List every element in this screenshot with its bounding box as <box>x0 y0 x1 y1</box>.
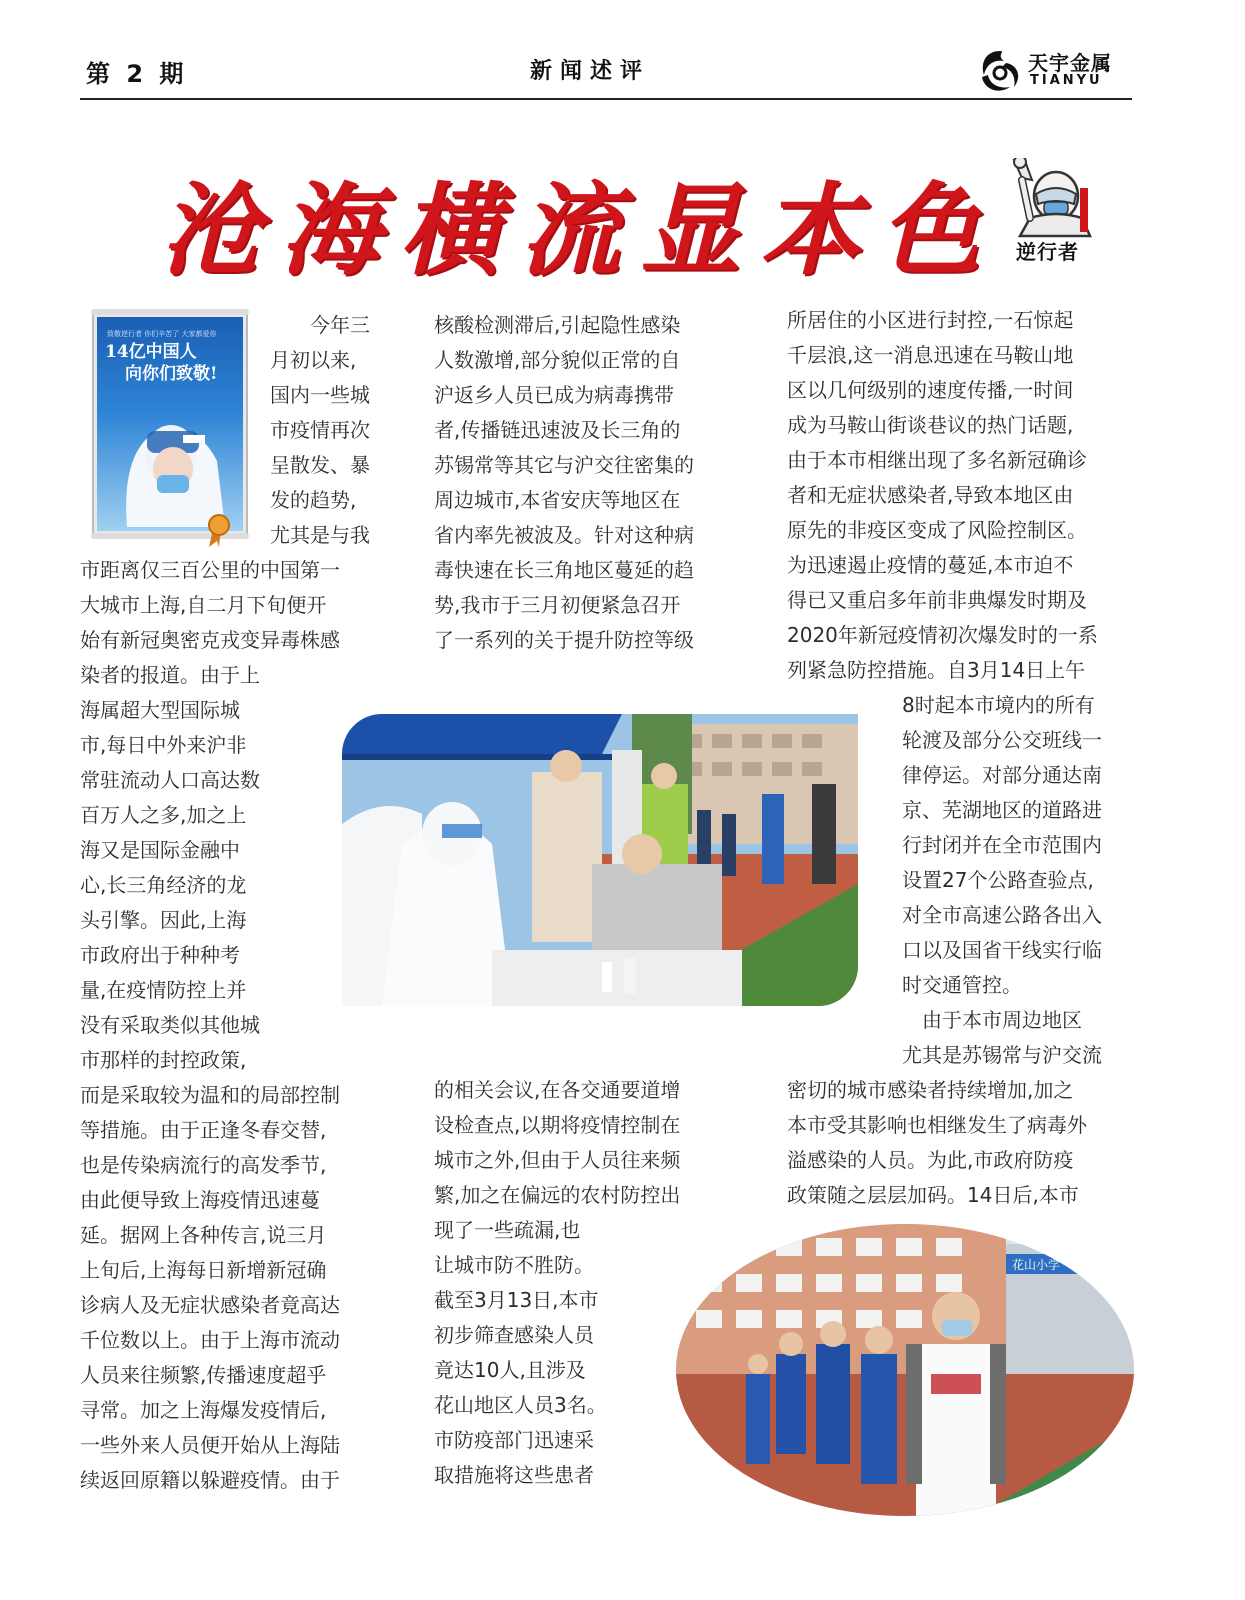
text-line: 城市之外,但由于人员往来频 <box>434 1148 681 1172</box>
poster-headline-line1: 14亿中国人 <box>105 342 197 362</box>
col3-mid-text <box>902 688 1140 1073</box>
text-line: 溢感染的人员。为此,市政府防疫 <box>787 1148 1074 1172</box>
text-line: 8时起本市境内的所有 <box>902 693 1095 717</box>
text-line: 沪返乡人员已成为病毒携带 <box>434 383 674 407</box>
text-line: 由于本市周边地区 <box>902 1008 1082 1032</box>
col1-mid-text <box>80 658 302 1078</box>
text-line: 海属超大型国际城 <box>80 698 240 722</box>
text-line: 初步筛查感染人员 <box>434 1323 594 1347</box>
text-line: 设检查点,以期将疫情控制在 <box>434 1113 681 1137</box>
text-line: 市,每日中外来沪非 <box>80 733 247 757</box>
text-line: 的相关会议,在各交通要道增 <box>434 1078 681 1102</box>
school-sign: 花山小学 <box>1012 1258 1061 1272</box>
text-line: 发的趋势, <box>270 488 357 512</box>
col3-bottom-text <box>787 1073 1139 1213</box>
section-title: 新闻述评 <box>530 59 651 84</box>
text-line: 市政府出于种种考 <box>80 943 240 967</box>
text-line: 本市受其影响也相继发生了病毒外 <box>787 1113 1087 1137</box>
text-line: 所居住的小区进行封控,一石惊起 <box>787 308 1074 332</box>
text-line: 千位数以上。由于上海市流动 <box>80 1328 340 1352</box>
text-line: 大城市上海,自二月下旬便开 <box>80 593 327 617</box>
text-line: 由于本市相继出现了多名新冠确诊 <box>787 448 1087 472</box>
text-line: 延。据网上各种传言,说三月 <box>80 1223 327 1247</box>
text-line: 常驻流动人口高达数 <box>80 768 260 792</box>
text-line: 对全市高速公路各出入 <box>902 903 1102 927</box>
col1-full-text <box>80 553 390 658</box>
text-line: 呈散发、暴 <box>270 453 370 477</box>
text-line: 行封闭并在全市范围内 <box>902 833 1102 857</box>
poster-top-rod <box>91 309 249 315</box>
text-line: 繁,加之在偏远的农村防控出 <box>434 1183 681 1207</box>
text-line: 花山地区人员3名。 <box>434 1393 607 1417</box>
tribute-poster-image <box>94 314 246 534</box>
text-line: 律停运。对部分通达南 <box>902 763 1102 787</box>
text-line: 势,我市于三月初便紧急召开 <box>434 593 681 617</box>
text-line: 尤其是与我 <box>270 523 370 547</box>
text-line: 列紧急防控措施。自3月14日上午 <box>787 658 1086 682</box>
text-line: 苏锡常等其它与沪交往密集的 <box>434 453 694 477</box>
text-line: 而是采取较为温和的局部控制 <box>80 1083 340 1107</box>
text-line: 2020年新冠疫情初次爆发时的一系 <box>787 623 1098 647</box>
page-header <box>80 40 1132 100</box>
col2-bottom-text <box>434 1213 644 1493</box>
text-line: 始有新冠奥密克戎变异毒株感 <box>80 628 340 652</box>
col2-top-text <box>434 308 744 658</box>
logo-chinese-name: 天宇金属 <box>1028 51 1112 75</box>
text-line: 设置27个公路查验点, <box>902 868 1094 892</box>
text-line: 千层浪,这一消息迅速在马鞍山地 <box>787 343 1074 367</box>
staff-queue-photo <box>676 1224 1134 1516</box>
text-line: 等措施。由于正逢冬春交替, <box>80 1118 327 1142</box>
poster-small-text: 致敬逆行者 你们辛苦了 大家都爱你 <box>107 330 217 338</box>
text-line: 没有采取类似其他城 <box>80 1013 260 1037</box>
text-line: 取措施将这些患者 <box>434 1463 594 1487</box>
text-line: 周边城市,本省安庆等地区在 <box>434 488 681 512</box>
text-line: 时交通管控。 <box>902 973 1022 997</box>
text-line: 由此便导致上海疫情迅速蔓 <box>80 1188 320 1212</box>
text-line: 人数激增,部分貌似正常的自 <box>434 348 681 372</box>
text-line: 口以及国省干线实行临 <box>902 938 1102 962</box>
logo-english-name: TIANYU <box>1030 73 1103 88</box>
col3-top-text <box>787 303 1139 688</box>
queue-scene-illustration <box>676 1224 1134 1516</box>
text-line: 一些外来人员便开始从上海陆 <box>80 1433 340 1457</box>
text-line: 尤其是苏锡常与沪交流 <box>902 1043 1102 1067</box>
text-line: 今年三 <box>310 313 370 337</box>
poster-headline <box>105 341 217 385</box>
col1-bottom-text <box>80 1078 390 1498</box>
text-line: 寻常。加之上海爆发疫情后, <box>80 1398 327 1422</box>
medical-worker-figure <box>107 391 231 527</box>
text-line: 为迅速遏止疫情的蔓延,本市迫不 <box>787 553 1074 577</box>
text-line: 市那样的封控政策, <box>80 1048 247 1072</box>
text-line: 原先的非疫区变成了风险控制区。 <box>787 518 1087 542</box>
text-line: 海又是国际金融中 <box>80 838 240 862</box>
text-line: 市疫情再次 <box>270 418 370 442</box>
text-line: 头引擎。因此,上海 <box>80 908 247 932</box>
testing-scene-illustration <box>342 714 858 1006</box>
text-line: 量,在疫情防控上并 <box>80 978 247 1002</box>
company-logo <box>976 45 1126 93</box>
text-line: 现了一些疏漏,也 <box>434 1218 581 1242</box>
text-line: 得已又重启多年前非典爆发时期及 <box>787 588 1087 612</box>
medal-ribbon-icon <box>207 513 231 547</box>
text-line: 让城市防不胜防。 <box>434 1253 594 1277</box>
text-line: 轮渡及部分公交班线一 <box>902 728 1102 752</box>
text-line: 人员来往频繁,传播速度超乎 <box>80 1363 327 1387</box>
text-line: 国内一些城 <box>270 383 370 407</box>
text-line: 省内率先被波及。针对这种病 <box>434 523 694 547</box>
col1-top-text <box>270 308 390 553</box>
article-title: 沧海横流显本色 <box>160 171 1000 289</box>
issue-number: 第 2 期 <box>86 60 188 88</box>
text-line: 也是传染病流行的高发季节, <box>80 1153 327 1177</box>
text-line: 染者的报道。由于上 <box>80 663 260 687</box>
text-line: 成为马鞍山街谈巷议的热门话题, <box>787 413 1074 437</box>
nucleic-acid-testing-photo <box>342 714 858 1006</box>
text-line: 政策随之层层加码。14日后,本市 <box>787 1183 1079 1207</box>
text-line: 核酸检测滞后,引起隐性感染 <box>434 313 681 337</box>
text-line: 市防疫部门迅速采 <box>434 1428 594 1452</box>
badge-caption: 逆行者 <box>1016 240 1079 264</box>
text-line: 竟达10人,且涉及 <box>434 1358 586 1382</box>
text-line: 心,长三角经济的龙 <box>80 873 247 897</box>
col2-mid-text <box>434 1073 744 1213</box>
text-line: 京、芜湖地区的道路进 <box>902 798 1102 822</box>
text-line: 月初以来, <box>270 348 357 372</box>
text-line: 密切的城市感染者持续增加,加之 <box>787 1078 1074 1102</box>
text-line: 者,传播链迅速波及长三角的 <box>434 418 681 442</box>
text-line: 市距离仅三百公里的中国第一 <box>80 558 340 582</box>
text-line: 了一系列的关于提升防控等级 <box>434 628 694 652</box>
text-line: 上旬后,上海每日新增新冠确 <box>80 1258 327 1282</box>
swirl-logo-icon <box>976 47 1024 95</box>
poster-headline-line2: 向你们致敬! <box>125 364 218 384</box>
text-line: 区以几何级别的速度传播,一时间 <box>787 378 1074 402</box>
text-line: 百万人之多,加之上 <box>80 803 247 827</box>
text-line: 者和无症状感染者,导致本地区由 <box>787 483 1074 507</box>
text-line: 续返回原籍以躲避疫情。由于 <box>80 1468 340 1492</box>
text-line: 毒快速在长三角地区蔓延的趋 <box>434 558 694 582</box>
text-line: 截至3月13日,本市 <box>434 1288 599 1312</box>
text-line: 诊病人及无症状感染者竟高达 <box>80 1293 340 1317</box>
